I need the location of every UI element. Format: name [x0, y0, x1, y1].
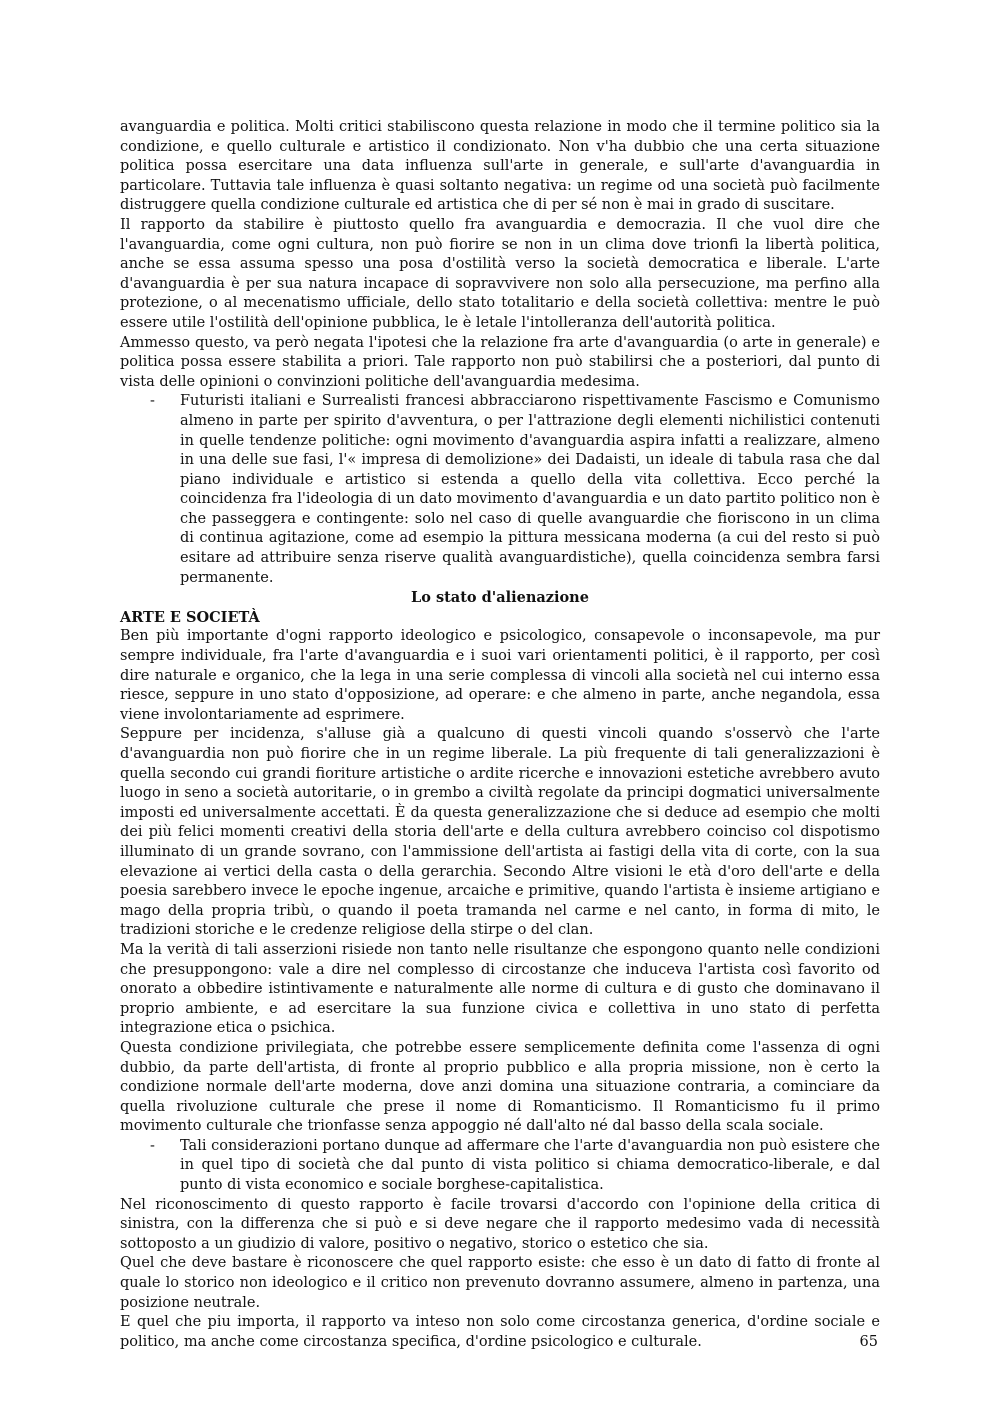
paragraph: avanguardia e politica. Molti critici stabiliscono questa relazione in modo che il termine politico sia la condizione, e quello culturale e artistico il condizionato. Non v'ha dubbio che una certa situazione politica possa esercitare una data influenza sull'arte in generale, e sull'arte d'avanguardia in particolare. Tuttavia tale influenza è quasi soltanto negativa: un regime od una società può facilmente distruggere quella condizione culturale ed artistica che di per sé non è mai in grado di suscitare.: [120, 119, 880, 214]
bullet-dash: -: [150, 1137, 155, 1154]
paragraph: Nel riconoscimento di questo rapporto è facile trovarsi d'accordo con l'opinione della critica di sinistra, con la differenza che si può e si deve negare che il rapporto medesimo vada di necessità sottoposto a un giudizio di valore, positivo o negativo, storico o estetico che sia.: [120, 1196, 880, 1252]
paragraph: Ammesso questo, va però negata l'ipotesi che la relazione fra arte d'avanguardia (o arte in generale) e politica possa essere stabilita a priori. Tale rapporto non può stabilirsi che a posteriori, dal punto di vista delle opinioni o convinzioni politiche dell'avanguardia medesima.: [120, 334, 880, 390]
bullet-text: Tali considerazioni portano dunque ad affermare che l'arte d'avanguardia non può esistere che in quel tipo di società che dal punto di vista politico si chiama democratico-liberale, e dal punto di vista economico e sociale borghese-capitalistica.: [180, 1137, 880, 1194]
bullet-item: [120, 392, 880, 588]
bullet-text: Futuristi italiani e Surrealisti francesi abbracciarono rispettivamente Fascismo e Comunismo almeno in parte per spirito d'avventura, o per l'attrazione degli elementi nichilistici contenuti in quelle tendenze politiche: ogni movimento d'avanguardia aspira infatti a realizzare, almeno in una delle sue fasi, l'« impresa di demolizione» dei Dadaisti, un ideale di tabula rasa che dal piano individuale e artistico si estenda a quello della vita collettiva. Ecco perché la coincidenza fra l'ideologia di un dato movimento d'avanguardia e un dato partito politico non è che passeggera e contingente: solo nel caso di quelle avanguardie che fioriscono in un clima di continua agitazione, come ad esempio la pittura messicana moderna (a cui del resto si può esitare ad attribuire senza riserve qualità avanguardistiche), quella coincidenza sembra farsi permanente.: [180, 393, 881, 586]
bullet-dash: -: [150, 393, 155, 410]
paragraph: E quel che piu importa, il rapporto va inteso non solo come circostanza generica, d'ordine sociale e politico, ma anche come circostanza specifica, d'ordine psicologico e culturale.: [120, 1314, 880, 1350]
paragraph: Quel che deve bastare è riconoscere che quel rapporto esiste: che esso è un dato di fatto di fronte al quale lo storico non ideologico e il critico non prevenuto dovranno assumere, almeno in partenza, una posizione neutrale.: [120, 1255, 880, 1311]
paragraph: Il rapporto da stabilire è piuttosto quello fra avanguardia e democrazia. Il che vuol dire che l'avanguardia, come ogni cultura, non può fiorire se non in un clima dove trionfi la libertà politica, anche se essa assuma spesso una posa d'ostilità verso la società democratica e liberale. L'arte d'avanguardia è per sua natura incapace di sopravvivere non solo alla persecuzione, ma perfino alla protezione, o al mecenatismo ufficiale, dello stato totalitario e della società collettiva: mentre le può essere utile l'ostilità dell'opinione pubblica, le è letale l'intolleranza dell'autorità politica.: [120, 216, 880, 331]
page-number: 65: [859, 1334, 878, 1350]
paragraph: Ma la verità di tali asserzioni risiede non tanto nelle risultanze che espongono quanto nelle condizioni che presuppongono: vale a dire nel complesso di circostanze che induceva l'artista così favorito od onorato a obbedire istintivamente e naturalmente alle norme di cultura e di gusto che dominavano il proprio ambiente, e ad esercitare la sua funzione civica e collettiva in uno stato di perfetta integrazione etica o psichica.: [120, 941, 880, 1037]
bullet-item: [120, 1137, 880, 1196]
paragraph: Ben più importante d'ogni rapporto ideologico e psicologico, consapevole o inconsapevole, ma pur sempre individuale, fra l'arte d'avanguardia e i suoi vari orientamenti politici, è il rapporto, per così dire naturale e organico, che la lega in una serie complessa di vincoli alla società nel cui interno essa riesce, seppure in uno stato d'opposizione, ad operare: e che almeno in parte, anche negandola, essa viene involontariamente ad esprimere.: [120, 628, 880, 723]
chapter-title: Lo stato d'alienazione: [411, 589, 589, 607]
page-body: [120, 118, 880, 1352]
paragraph: Seppure per incidenza, s'alluse già a qualcuno di questi vincoli quando s'osservò che l'arte d'avanguardia non può fiorire che in un regime liberale. La più frequente di tali generalizzazioni è quella secondo cui grandi fioriture artistiche o ardite ricerche e innovazioni estetiche avrebbero avuto luogo in seno a società autoritarie, o in grembo a civiltà regolate da principi dogmatici universalmente imposti ed universalmente accettati. È da questa generalizzazione che si deduce ad esempio che molti dei più felici momenti creativi della storia dell'arte e della cultura avrebbero coinciso col dispotismo illuminato di un grande sovrano, con l'ammissione dell'artista ai fastigi della vita di corte, con la sua elevazione ai vertici della casta o della gerarchia. Secondo Altre visioni le età d'oro dell'arte e della poesia sarebbero invece le epoche ingenue, arcaiche e primitive, quando l'artista è insieme artigiano e mago della propria tribù, o quando il poeta tramanda nel carme e nel canto, in forma di mito, le tradizioni storiche e le credenze religiose della stirpe o del clan.: [120, 726, 880, 939]
paragraph: Questa condizione privilegiata, che potrebbe essere semplicemente definita come l'assenza di ogni dubbio, da parte dell'artista, di fronte al proprio pubblico e alla propria missione, non è certo la condizione normale dell'arte moderna, dove anzi domina una situazione contraria, a cominciare da quella rivoluzione culturale che prese il nome di Romanticismo. Il Romanticismo fu il primo movimento culturale che trionfasse senza appoggio né dall'alto né dal basso della scala sociale.: [120, 1039, 880, 1135]
section-title: ARTE E SOCIETÀ: [120, 608, 260, 626]
